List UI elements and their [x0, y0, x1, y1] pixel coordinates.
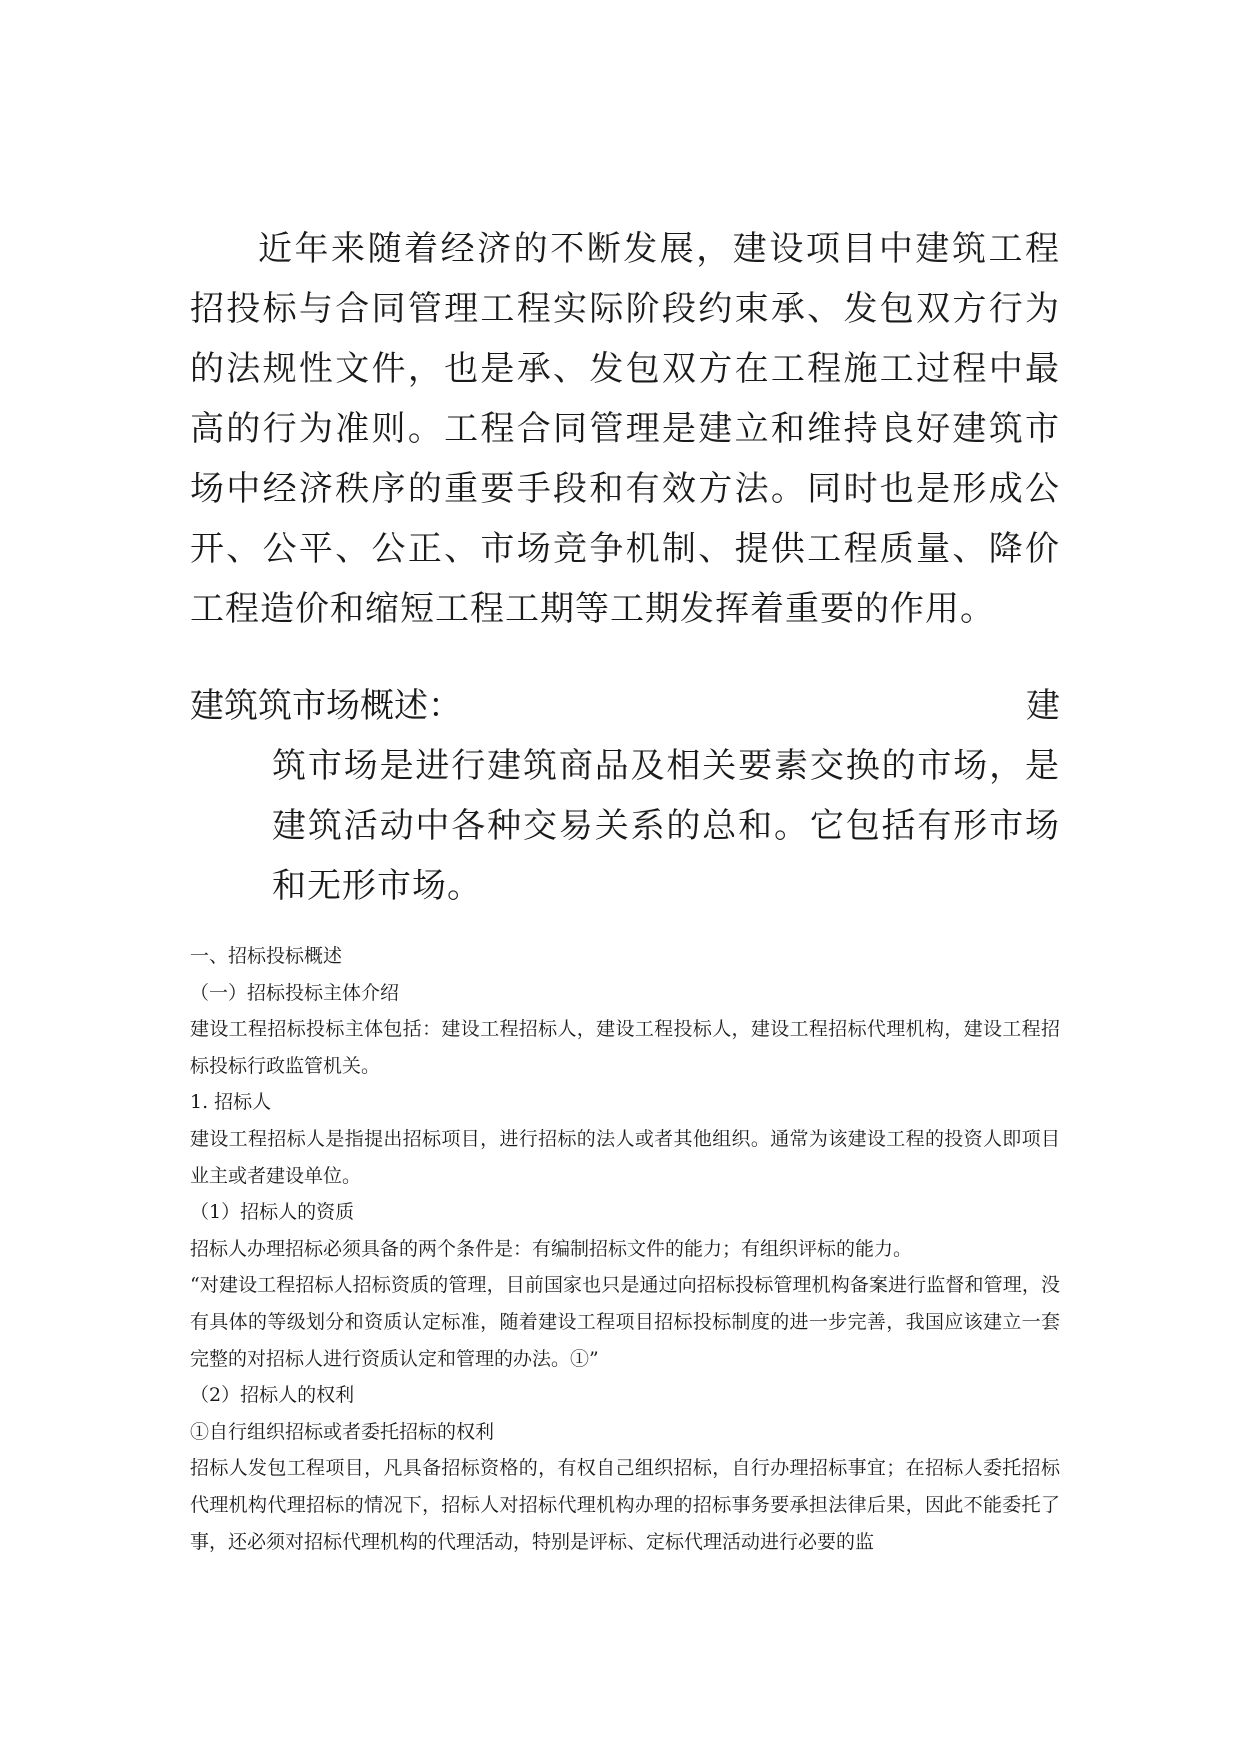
section-heading: 一、招标投标概述: [190, 945, 343, 967]
market-heading-line: [190, 676, 1060, 736]
body-paragraph: 招标人发包工程项目，凡具备招标资格的，有权自己组织招标，自行办理招标事宜；在招标人委托招标代理机构代理招标的情况下，招标人对招标代理机构办理的招标事务要承担法律后果，因此不能委托了事，还必须对招标代理机构的代理活动，特别是评标、定标代理活动进行必要的监: [190, 1457, 1060, 1553]
market-heading-tail: 建: [1026, 686, 1060, 726]
item-heading: ①自行组织招标或者委托招标的权利: [190, 1420, 495, 1443]
body-paragraph: 招标人办理招标必须具备的两个条件是：有编制招标文件的能力；有组织评标的能力。: [190, 1237, 913, 1260]
quoted-paragraph: “对建设工程招标人招标资质的管理，目前国家也只是通过向招标投标管理机构备案进行监督和管理，没有具体的等级划分和资质认定标准，随着建设工程项目招标投标制度的进一步完善，我国应该建立一套完整的对招标人进行资质认定和管理的办法。①”: [190, 1274, 1060, 1370]
item-heading: （1）招标人的资质: [190, 1201, 355, 1224]
body-text: [190, 938, 1060, 1560]
intro-paragraph-text: 近年来随着经济的不断发展，建设项目中建筑工程招投标与合同管理工程实际阶段约束承、发包双方行为的法规性文件，也是承、发包双方在工程施工过程中最高的行为准则。工程合同管理是建立和维持良好建筑市场中经济秩序的重要手段和有效方法。同时也是形成公开、公平、公正、市场竞争机制、提供工程质量、降价工程造价和缩短工程工期等工期发挥着重要的作用。: [190, 229, 1060, 629]
intro-paragraph: [190, 219, 1060, 639]
item-heading: 1. 招标人: [190, 1091, 272, 1114]
body-paragraph: 建设工程招标人是指提出招标项目，进行招标的法人或者其他组织。通常为该建设工程的投资人即项目业主或者建设单位。: [190, 1127, 1060, 1187]
market-paragraph: 筑市场是进行建筑商品及相关要素交换的市场，是建筑活动中各种交易关系的总和。它包括有形市场和无形市场。: [272, 746, 1060, 906]
body-paragraph: 建设工程招标投标主体包括：建设工程招标人，建设工程投标人，建设工程招标代理机构，建设工程招标投标行政监管机关。: [190, 1018, 1060, 1077]
market-heading: 建筑筑市场概述：: [190, 686, 462, 726]
item-heading: （2）招标人的权利: [190, 1384, 355, 1407]
subsection-heading: （一）招标投标主体介绍: [190, 981, 400, 1004]
